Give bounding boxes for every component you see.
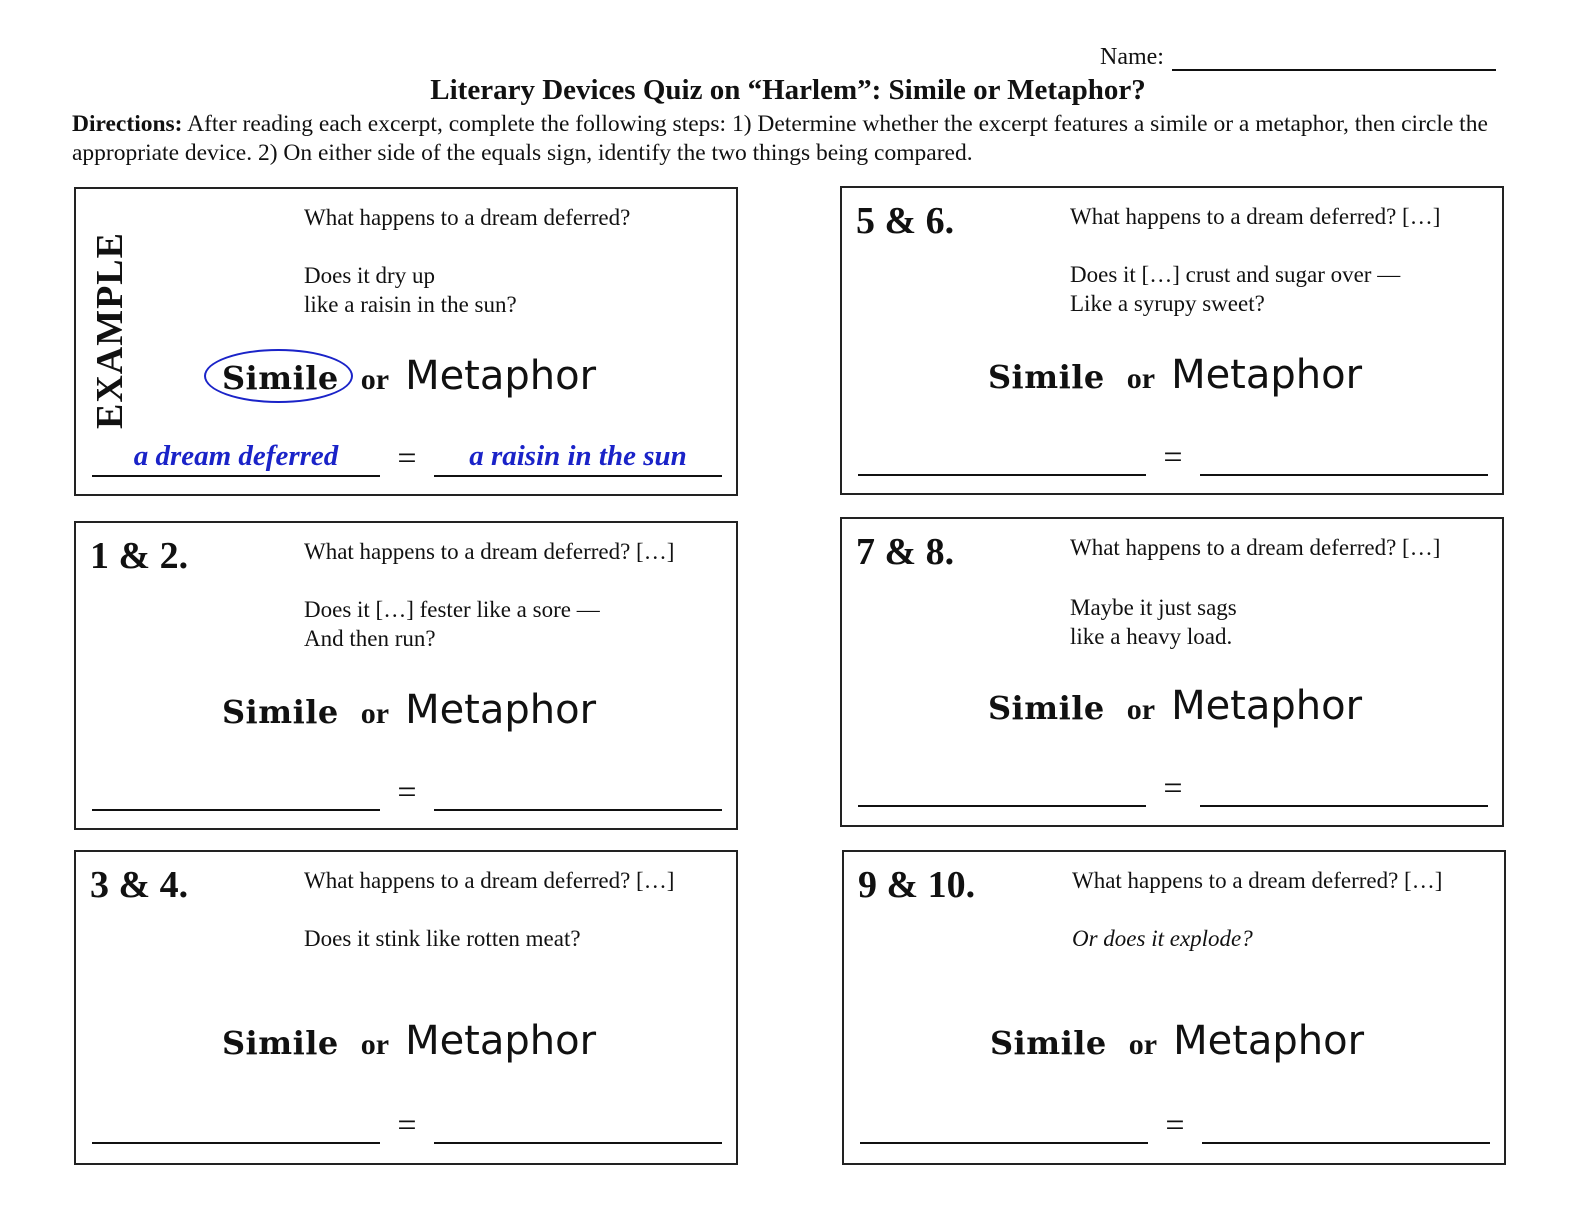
simile-option[interactable]: Simile bbox=[221, 1024, 339, 1062]
question-text: What happens to a dream deferred? […] bbox=[304, 868, 675, 893]
example-label: EXAMPLE bbox=[89, 232, 131, 429]
excerpt-line-2: like a raisin in the sun? bbox=[304, 292, 517, 317]
question-number: 5 & 6. bbox=[856, 200, 955, 242]
excerpt-line-1: Maybe it just sags bbox=[1070, 595, 1237, 620]
excerpt-line-1: Does it stink like rotten meat? bbox=[304, 926, 581, 951]
equals-sign: = bbox=[397, 1107, 417, 1144]
metaphor-option[interactable]: Metaphor bbox=[405, 1018, 597, 1064]
question-text: What happens to a dream deferred? […] bbox=[1070, 535, 1441, 560]
question-number: 3 & 4. bbox=[90, 864, 189, 906]
metaphor-option[interactable]: Metaphor bbox=[1171, 352, 1363, 398]
question-text: What happens to a dream deferred? […] bbox=[1072, 868, 1443, 893]
choice-row bbox=[842, 683, 1502, 729]
answer-right-blank[interactable] bbox=[1200, 767, 1488, 807]
excerpt-text bbox=[1070, 593, 1237, 651]
question-text: What happens to a dream deferred? bbox=[304, 205, 631, 230]
excerpt-line-1: Or does it explode? bbox=[1072, 926, 1253, 951]
name-field bbox=[1100, 44, 1496, 71]
answer-right-blank[interactable]: a raisin in the sun bbox=[434, 437, 722, 477]
choice-row bbox=[844, 1018, 1504, 1064]
question-card-3-4 bbox=[74, 850, 738, 1165]
or-text: or bbox=[360, 697, 390, 730]
or-text: or bbox=[360, 1028, 390, 1061]
or-text: or bbox=[1126, 362, 1156, 395]
excerpt-line-2: like a heavy load. bbox=[1070, 624, 1233, 649]
question-text: What happens to a dream deferred? […] bbox=[1070, 204, 1441, 229]
equals-sign: = bbox=[1163, 770, 1183, 807]
or-text: or bbox=[1128, 1028, 1158, 1061]
simile-option[interactable]: Simile bbox=[987, 358, 1105, 396]
answer-left-blank[interactable] bbox=[92, 1104, 380, 1144]
answer-row bbox=[858, 434, 1486, 476]
answer-right-blank[interactable] bbox=[434, 771, 722, 811]
question-card-1-2 bbox=[74, 521, 738, 830]
answer-row bbox=[92, 435, 720, 477]
excerpt-line-1: Does it […] fester like a sore — bbox=[304, 597, 600, 622]
simile-option[interactable]: Simile bbox=[216, 357, 345, 399]
excerpt-text bbox=[304, 924, 581, 953]
choice-row bbox=[76, 1018, 736, 1064]
equals-sign: = bbox=[1165, 1107, 1185, 1144]
metaphor-option[interactable]: Metaphor bbox=[405, 353, 597, 399]
metaphor-option[interactable]: Metaphor bbox=[1171, 683, 1363, 729]
excerpt-text bbox=[304, 595, 600, 653]
answer-row bbox=[92, 1102, 720, 1144]
answer-left-blank[interactable]: a dream deferred bbox=[92, 437, 380, 477]
question-number: 7 & 8. bbox=[856, 531, 955, 573]
simile-option[interactable]: Simile bbox=[221, 693, 339, 731]
question-card-9-10 bbox=[842, 850, 1506, 1165]
question-number: 1 & 2. bbox=[90, 535, 189, 577]
simile-option[interactable]: Simile bbox=[989, 1024, 1107, 1062]
example-card bbox=[74, 187, 738, 496]
answer-left-blank[interactable] bbox=[92, 771, 380, 811]
simile-option[interactable]: Simile bbox=[987, 689, 1105, 727]
name-blank[interactable] bbox=[1172, 47, 1496, 71]
question-text: What happens to a dream deferred? […] bbox=[304, 539, 675, 564]
equals-sign: = bbox=[397, 774, 417, 811]
answer-right-blank[interactable] bbox=[434, 1104, 722, 1144]
question-card-5-6 bbox=[840, 186, 1504, 495]
answer-row bbox=[92, 769, 720, 811]
choice-row bbox=[76, 353, 736, 399]
page-title: Literary Devices Quiz on “Harlem”: Simile or Metaphor? bbox=[430, 74, 1146, 106]
metaphor-option[interactable]: Metaphor bbox=[1173, 1018, 1365, 1064]
answer-row bbox=[858, 765, 1486, 807]
excerpt-text bbox=[304, 261, 517, 319]
excerpt-line-1: Does it dry up bbox=[304, 263, 435, 288]
question-number: 9 & 10. bbox=[858, 864, 976, 906]
directions bbox=[72, 110, 1512, 168]
answer-left-blank[interactable] bbox=[860, 1104, 1148, 1144]
equals-sign: = bbox=[397, 440, 417, 477]
answer-right-blank[interactable] bbox=[1202, 1104, 1490, 1144]
answer-right-blank[interactable] bbox=[1200, 436, 1488, 476]
directions-text: After reading each excerpt, complete the following steps: 1) Determine whether the excerpt features a simile or a metaphor, then circle the appropriate device. 2) On either side of the equals sign, identify the two things being compared. bbox=[72, 111, 1488, 166]
answer-row bbox=[860, 1102, 1488, 1144]
excerpt-text bbox=[1072, 924, 1253, 953]
or-text: or bbox=[360, 363, 390, 396]
name-label: Name: bbox=[1100, 44, 1164, 70]
choice-row bbox=[842, 352, 1502, 398]
choice-row bbox=[76, 687, 736, 733]
directions-label: Directions: bbox=[72, 111, 183, 137]
metaphor-option[interactable]: Metaphor bbox=[405, 687, 597, 733]
excerpt-line-1: Does it […] crust and sugar over — bbox=[1070, 262, 1401, 287]
excerpt-line-2: Like a syrupy sweet? bbox=[1070, 291, 1265, 316]
answer-left-blank[interactable] bbox=[858, 436, 1146, 476]
or-text: or bbox=[1126, 693, 1156, 726]
question-card-7-8 bbox=[840, 517, 1504, 827]
excerpt-text bbox=[1070, 260, 1400, 318]
equals-sign: = bbox=[1163, 439, 1183, 476]
excerpt-line-2: And then run? bbox=[304, 626, 436, 651]
answer-left-blank[interactable] bbox=[858, 767, 1146, 807]
